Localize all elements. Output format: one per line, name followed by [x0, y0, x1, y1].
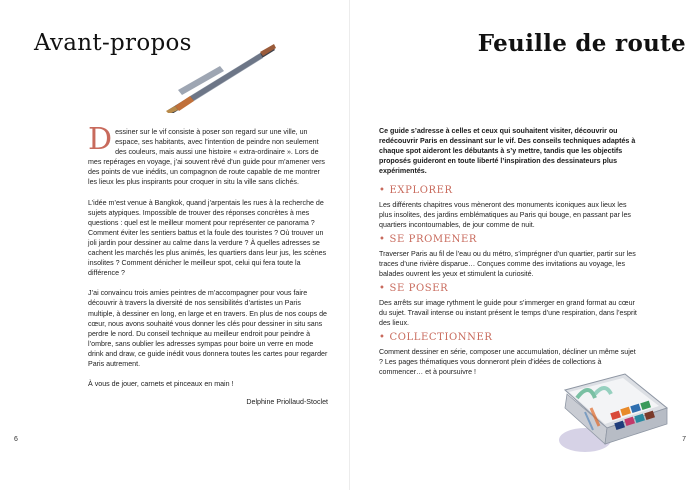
bullet-icon: • — [379, 185, 386, 196]
foreword-paragraph: L’idée m’est venue à Bangkok, quand j’arpentais les rues à la recherche de sujets atypiques. Impossible de trouver des réponses concrètes à mes questions : quel est le meilleur moment pour représenter ce panorama ? Comment éviter les sentiers battus et la foule des touristes ? Où trouver un joli jardin pour dessiner au calme dans la verdure ? À quelles adresses se cachent les marchés les plus animés, les quartiers dans leur jus, les scènes insolites ? Comment dénicher le meilleur spot, celui qui fera toute la différence ? — [88, 198, 327, 278]
foreword-paragraph — [88, 122, 328, 188]
foreword-paragraph: J’ai convaincu trois amies peintres de m’accompagner pour vous faire découvrir à travers la diversité de nos sensibilités d’artistes un Paris multiple, à dessiner en long, en large et en travers. En plus de nos coups de cœur, nous avons souhaité vous donner les clés pour dessiner in situ sans perdre le nord. Du conseil technique au meilleur endroit pour peindre à l’ombre, sans oublier les adresses sympas pour boire un verre en mode drink and draw, ce guide inédit vous donnera toutes les cartes pour regarder Paris autrement. — [88, 289, 328, 368]
page-number-left: 6 — [14, 436, 18, 443]
section-title: • SE POSER — [379, 283, 449, 294]
drop-cap: D — [88, 122, 113, 157]
section-se-poser — [379, 283, 641, 328]
bullet-icon: • — [379, 283, 386, 294]
page-title-avant-propos: Avant-propos — [34, 30, 192, 56]
foreword-paragraph: À vous de jouer, carnets et pinceaux en main ! — [88, 380, 234, 389]
page-number-right: 7 — [682, 436, 686, 443]
section-title: • COLLECTIONNER — [379, 332, 493, 343]
watercolor-palette-illustration — [555, 368, 675, 458]
section-text: Des arrêts sur image rythment le guide pour s’immerger en grand format au cœur du sujet. Travail intense ou instant présent le temps d’une respiration, dans l’esprit des lieux. — [379, 299, 637, 327]
section-title: • EXPLORER — [379, 185, 453, 196]
bullet-icon: • — [379, 332, 386, 343]
author-signature: Delphine Priollaud-Stoclet — [246, 398, 328, 407]
fountain-pen-illustration — [160, 38, 280, 113]
section-text: Traverser Paris au fil de l’eau ou du métro, s’imprégner d’un quartier, partir sur les traces d’une rivière disparue… Conçues comme des invitations au voyage, les balades ouvrent les yeux et stimulent la curiosité. — [379, 250, 636, 278]
page-title-feuille-de-route: Feuille de route — [477, 30, 686, 57]
right-page — [350, 0, 700, 490]
foreword-paragraph-text: essiner sur le vif consiste à poser son regard sur une ville, un espace, ses habitants, avec l’intention de peindre non seulement des couleurs, mais aussi une histoire « extra-ordinaire ». Lors de mes repérages en voyage, j’ai souvent rêvé d’un guide pour m’amener vers des points de vue inédits, un compagnon de route capable de me montrer les lieux les plus inspirants pour croquer in situ la ville sans clichés. — [88, 128, 325, 187]
section-se-promener — [379, 234, 641, 279]
bullet-icon: • — [379, 234, 386, 245]
section-title: • SE PROMENER — [379, 234, 478, 245]
section-text: Les différents chapitres vous mèneront des monuments iconiques aux lieux les plus insolites, des jardins emblématiques au Paris qui bouge, en passant par les quartiers incontournables, de jour comme de nuit. — [379, 201, 631, 229]
section-text: Comment dessiner en série, composer une accumulation, décliner un même sujet ? Les pages thématiques vous donneront plein d’idées de collections à commencer… et à poursuivre ! — [379, 348, 636, 376]
foreword-text — [88, 122, 328, 417]
section-explorer — [379, 185, 641, 230]
roadmap-intro: Ce guide s’adresse à celles et ceux qui souhaitent visiter, découvrir ou redécouvrir Paris en dessinant sur le vif. Des conseils techniques adaptés à chaque spot aideront les débutants à s’y mettre, tandis que les objectifs proposés guideront en toute liberté l’inspiration des dessinateurs plus expérimentés. — [379, 127, 636, 176]
